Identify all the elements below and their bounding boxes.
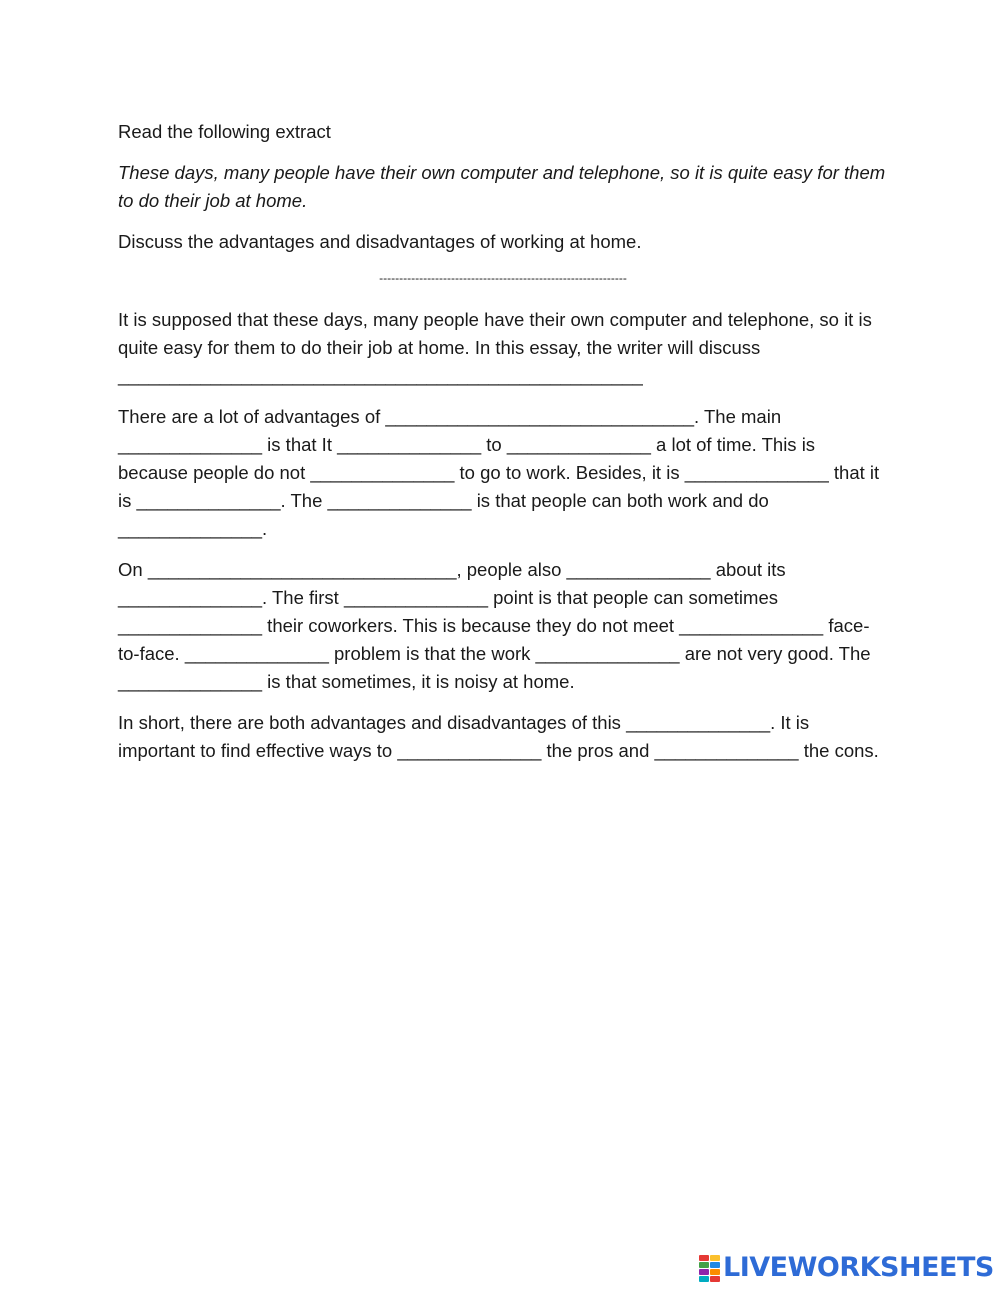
essay-advantages-paragraph: There are a lot of advantages of ______________________________. The main ______________ is that It ______________ to ______________ a lot of time. This is because people do not ______________ to go to work. Besides, it is ______________ that it is ______________. The ______________ is that people can both work and do ______________. bbox=[118, 406, 880, 539]
instruction-text: Read the following extract bbox=[118, 121, 331, 142]
divider-line: -------------------------------------------------------------- bbox=[379, 271, 627, 285]
extract-text: These days, many people have their own computer and telephone, so it is quite easy for them to do their job at home. bbox=[118, 162, 886, 211]
logo-mark-block bbox=[699, 1276, 709, 1282]
worksheet-page bbox=[118, 118, 888, 778]
logo-mark-block bbox=[710, 1269, 720, 1275]
logo-mark-block bbox=[699, 1255, 709, 1261]
logo-mark-block bbox=[710, 1276, 720, 1282]
task-text: Discuss the advantages and disadvantages of working at home. bbox=[118, 231, 642, 252]
essay-disadvantages-paragraph: On ______________________________, people also ______________ about its ______________. The first ______________ point is that people can sometimes ______________ their coworkers. This is because they do not meet ______________ face-to-face. ______________ problem is that the work ______________ are not very good. The ______________ is that sometimes, it is noisy at home. bbox=[118, 559, 871, 692]
liveworksheets-logo[interactable] bbox=[698, 1252, 994, 1284]
essay-conclusion-paragraph: In short, there are both advantages and disadvantages of this ______________. It is important to find effective ways to ______________ the pros and ______________ the cons. bbox=[118, 712, 879, 761]
logo-mark-block bbox=[710, 1255, 720, 1261]
logo-mark-block bbox=[699, 1262, 709, 1268]
logo-text: LIVEWORKSHEETS bbox=[723, 1252, 994, 1283]
logo-mark-block bbox=[710, 1262, 720, 1268]
logo-mark-block bbox=[699, 1269, 709, 1275]
essay-intro-paragraph: It is supposed that these days, many people have their own computer and telephone, so it is quite easy for them to do their job at home. In this essay, the writer will discuss ___________________________________________________ bbox=[118, 309, 872, 386]
liveworksheets-logo-icon bbox=[698, 1254, 720, 1282]
